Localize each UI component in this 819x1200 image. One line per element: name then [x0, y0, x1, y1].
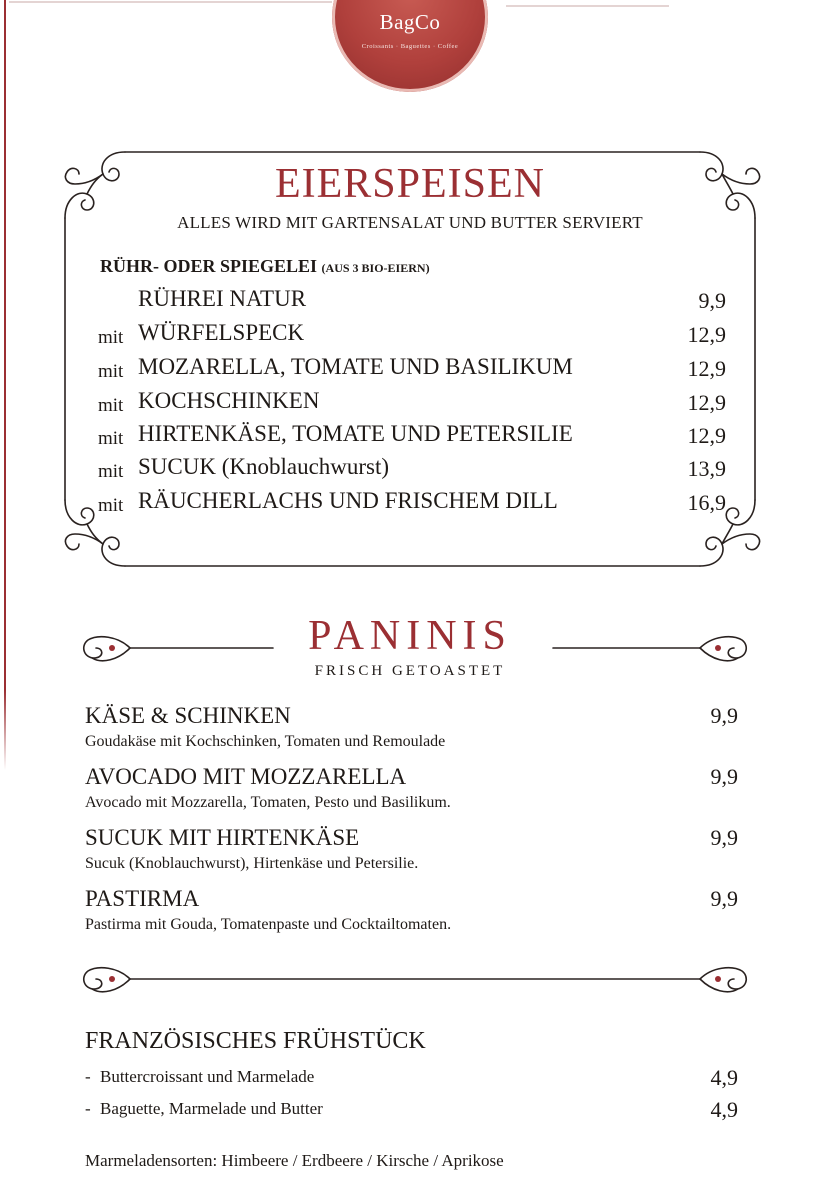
panini-price: 9,9	[710, 825, 738, 850]
fruehstueck-title: FRANZÖSISCHES FRÜHSTÜCK	[85, 1028, 426, 1054]
panini-name: SUCUK MIT HIRTENKÄSE	[85, 825, 360, 850]
egg-group-title: RÜHR- ODER SPIEGELEI	[100, 256, 318, 276]
row-prefix: mit	[98, 327, 124, 348]
menu-row	[0, 421, 819, 451]
dish-name: SUCUK (Knoblauchwurst)	[138, 454, 390, 479]
section-divider	[78, 955, 750, 1005]
dish-name: RÜHREI NATUR	[138, 286, 307, 311]
dish-price: 16,9	[687, 490, 726, 515]
eierspeisen-title: EIERSPEISEN	[274, 161, 545, 207]
dish-name: WÜRFELSPECK	[138, 320, 305, 345]
panini-name: KÄSE & SCHINKEN	[85, 703, 291, 728]
dish-name: KOCHSCHINKEN	[138, 388, 320, 413]
bullet-dash: -	[85, 1067, 91, 1086]
dish-name: RÄUCHERLACHS UND FRISCHEM DILL	[138, 488, 558, 513]
panini-name: AVOCADO MIT MOZZARELLA	[85, 764, 407, 789]
menu-row	[0, 354, 819, 384]
menu-row	[0, 320, 819, 350]
fruehstueck-item-name: Buttercroissant und Marmelade	[100, 1067, 315, 1086]
dish-price: 13,9	[687, 456, 726, 481]
menu-row	[0, 488, 819, 518]
dish-price: 12,9	[687, 390, 726, 415]
dish-name: MOZARELLA, TOMATE UND BASILIKUM	[138, 354, 573, 379]
row-prefix: mit	[98, 495, 124, 516]
panini-description: Avocado mit Mozzarella, Tomaten, Pesto und Basilikum.	[85, 794, 451, 811]
menu-row	[0, 388, 819, 418]
panini-name: PASTIRMA	[85, 886, 200, 911]
dish-price: 12,9	[687, 356, 726, 381]
row-prefix: mit	[98, 361, 124, 382]
menu-row	[0, 286, 819, 316]
row-prefix: mit	[98, 428, 124, 449]
panini-price: 9,9	[710, 703, 738, 728]
menu-row	[0, 454, 819, 484]
logo-tagline: Croissants · Baguettes · Coffee	[361, 43, 459, 50]
row-prefix: mit	[98, 461, 124, 482]
fruehstueck-item	[85, 1097, 740, 1123]
paninis-title: PANINIS	[308, 613, 512, 659]
panini-description: Sucuk (Knoblauchwurst), Hirtenkäse und Petersilie.	[85, 855, 419, 872]
panini-description: Goudakäse mit Kochschinken, Tomaten und Remoulade	[85, 733, 446, 750]
egg-group-label	[100, 256, 430, 277]
fruehstueck-item-name: Baguette, Marmelade und Butter	[100, 1099, 323, 1118]
logo-name: BagCo	[379, 10, 441, 34]
panini-price: 9,9	[710, 886, 738, 911]
panini-description: Pastirma mit Gouda, Tomatenpaste und Cocktailtomaten.	[85, 916, 452, 933]
dish-price: 12,9	[687, 322, 726, 347]
jam-varieties-note: Marmeladensorten: Himbeere / Erdbeere / Kirsche / Aprikose	[85, 1151, 504, 1170]
egg-group-note: (AUS 3 BIO-EIERN)	[321, 261, 430, 275]
fruehstueck-item-price: 4,9	[710, 1065, 738, 1090]
eierspeisen-subtitle: ALLES WIRD MIT GARTENSALAT UND BUTTER SERVIERT	[177, 213, 643, 232]
dish-name: HIRTENKÄSE, TOMATE UND PETERSILIE	[138, 421, 573, 446]
page-edge-rule	[0, 0, 9, 1200]
fruehstueck-item	[85, 1065, 740, 1091]
dish-price: 9,9	[698, 288, 726, 313]
dish-price: 12,9	[687, 423, 726, 448]
panini-price: 9,9	[710, 764, 738, 789]
row-prefix: mit	[98, 395, 124, 416]
paninis-subtitle: FRISCH GETOASTET	[314, 663, 506, 679]
fruehstueck-item-price: 4,9	[710, 1097, 738, 1122]
bullet-dash: -	[85, 1099, 91, 1118]
